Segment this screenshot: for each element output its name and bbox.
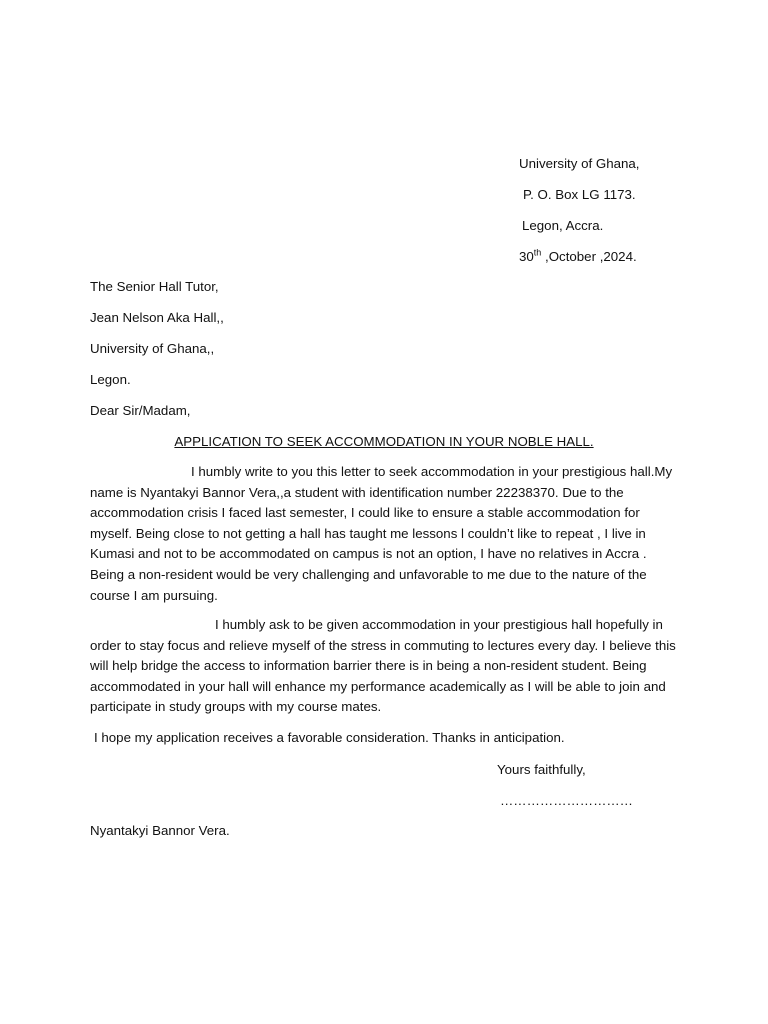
body-paragraph-2: [90, 615, 676, 718]
body-paragraph-3: I hope my application receives a favorable consideration. Thanks in anticipation.: [94, 730, 565, 745]
letter-subject: APPLICATION TO SEEK ACCOMMODATION IN YOUR NOBLE HALL.: [174, 434, 594, 449]
sender-name: Nyantakyi Bannor Vera.: [90, 823, 230, 838]
sender-city: Legon, Accra.: [522, 218, 604, 233]
sender-institution: University of Ghana,: [519, 156, 640, 171]
recipient-title: The Senior Hall Tutor,: [90, 279, 219, 294]
sender-po-box: P. O. Box LG 1173.: [523, 187, 636, 202]
body-paragraph-1: [90, 462, 676, 606]
date-day: 30: [519, 249, 534, 264]
date-rest: ,October ,2024.: [541, 249, 637, 264]
recipient-institution: University of Ghana,,: [90, 341, 215, 356]
letter-date: [519, 248, 637, 266]
body-paragraph-2-text: I humbly ask to be given accommodation in your prestigious hall hopefully in order to stay focus and relieve myself of the stress in commuting to lectures every day. I believe this will help bridge the access to information barrier there is in being a non-resident student. Being accommodated in your hall will enhance my performance academically as I will be able to join and participate in study groups with my course mates.: [90, 617, 676, 715]
body-paragraph-1-text: I humbly write to you this letter to seek accommodation in your prestigious hall.My name is Nyantakyi Bannor Vera,,a student with identification number 22238370. Due to the accommodation crisis I faced last semester, I could like to ensure a stable accommodation for myself. Being close to not getting a hall has taught me lessons l couldn’t like to repeat , I live in Kumasi and not to be accommodated on campus is not an option, I have no relatives in Accra . Being a non-resident would be very challenging and unfavorable to me due to the nature of the course I am pursuing.: [90, 464, 673, 603]
valediction: Yours faithfully,: [497, 762, 586, 777]
recipient-city: Legon.: [90, 372, 131, 387]
recipient-hall: Jean Nelson Aka Hall,,: [90, 310, 224, 325]
date-suffix: th: [533, 247, 542, 258]
salutation: Dear Sir/Madam,: [90, 403, 191, 418]
signature-line: …………………………: [500, 793, 633, 808]
